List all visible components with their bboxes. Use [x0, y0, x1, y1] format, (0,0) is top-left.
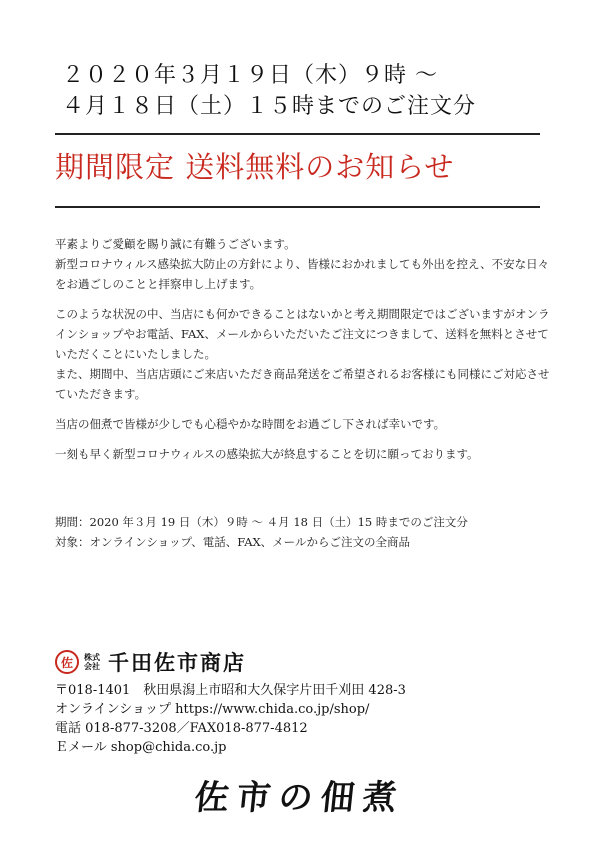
- period-line: 期間：2020 年３月 19 日（木）９時 〜 ４月 18 日（土）15 時までのご注文分: [55, 515, 468, 529]
- company-logo-icon: 佐: [55, 650, 79, 674]
- online-shop-line[interactable]: オンラインショップ https://www.chida.co.jp/shop/: [55, 702, 370, 717]
- body-paragraph-4: 一刻も早く新型コロナウィルスの感染拡大が終息することを切に願っております。: [55, 447, 479, 461]
- top-divider: [55, 133, 540, 135]
- notice-banner: 期間限定 送料無料のお知らせ: [55, 150, 455, 184]
- company-address: 〒018-1401 秋田県潟上市昭和大久保字片田千刈田 428-3: [55, 683, 406, 698]
- body-paragraph-1: 平素よりご愛顧を賜り誠に有難うございます。 新型コロナウィルス感染拡大防止の方針により、皆様におかれましても外出を控え、不安な日々をお過ごしのことと拝察申し上げます。: [55, 237, 550, 291]
- company-name: 千田佐市商店: [108, 650, 246, 675]
- headline-line-2: ４月１８日（土）１５時までのご注文分: [62, 94, 477, 119]
- contact-details: [55, 681, 535, 757]
- bottom-divider: [55, 206, 540, 208]
- corp-type-label: 株式 会社: [84, 652, 100, 671]
- company-logo-line: [55, 645, 535, 679]
- body-paragraph-2: このような状況の中、当店にも何かできることはないかと考え期間限定ではございますがオンラインショップやお電話、FAX、メールからいただいたご注文につきまして、送料を無料とさせていただくことにいたしました。 また、期間中、当店店頭にご来店いただき商品発送をご希望されるお客様にも同様にご対応させていただきます。: [55, 307, 550, 401]
- company-info: [55, 645, 535, 757]
- headline: [62, 60, 562, 122]
- headline-line-1: ２０２０年３月１９日（木）９時 〜: [62, 63, 438, 88]
- body-paragraph-3: 当店の佃煮で皆様が少しでも心穏やかな時間をお過ごし下されば幸いです。: [55, 417, 446, 431]
- notice-body: [55, 234, 555, 474]
- email-line[interactable]: Ｅメール shop@chida.co.jp: [55, 740, 227, 755]
- phone-fax-line: 電話 018-877-3208／FAX018-877-4812: [55, 721, 308, 736]
- period-info: [55, 512, 555, 552]
- brand-signature: 佐市の佃煮: [192, 778, 407, 818]
- target-line: 対象：オンラインショップ、電話、FAX、メールからご注文の全商品: [55, 535, 410, 549]
